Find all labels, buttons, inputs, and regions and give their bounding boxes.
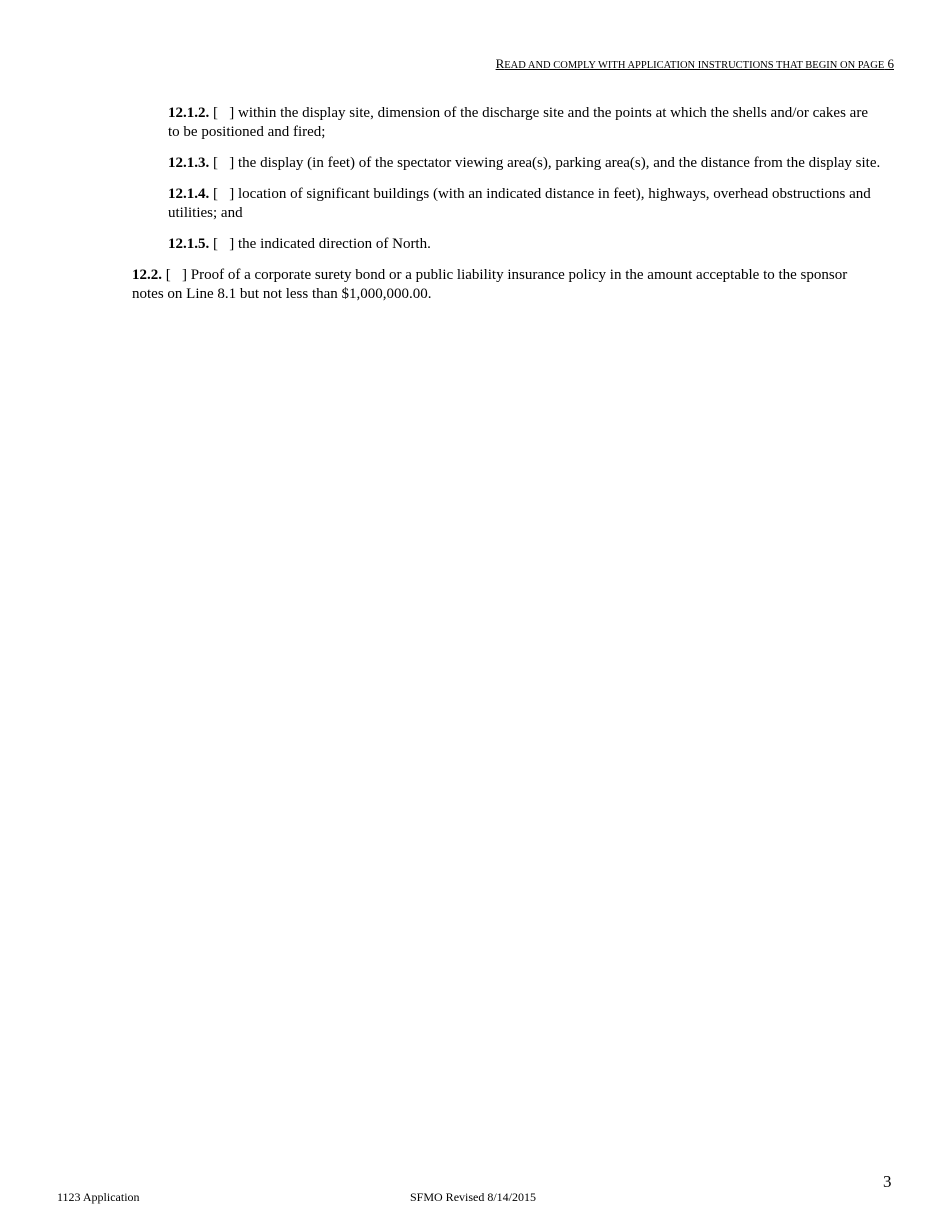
checklist-item-12-1-4 [168,185,882,223]
instructions-note-initial: R [495,56,505,71]
checklist-item-12-1-2 [168,104,882,142]
footer-revision: SFMO Revised 8/14/2015 [410,1190,537,1204]
item-checkbox: [ ] [213,155,235,171]
item-number: 12.2. [132,267,162,283]
item-checkbox: [ ] [213,236,235,252]
item-number: 12.1.4. [168,186,210,202]
checklist-item-12-1-5 [168,235,882,254]
item-text: Proof of a corporate surety bond or a public liability insurance policy in the amount acceptable to the sponsor notes on Line 8.1 but not less than $1,000,000.00. [132,267,848,302]
item-checkbox: [ ] [213,186,235,202]
page-number: 3 [883,1172,892,1191]
checklist-body [132,104,882,316]
instructions-note-text: EAD AND COMPLY WITH APPLICATION INSTRUCTIONS THAT BEGIN ON PAGE [504,60,885,71]
item-number: 12.1.5. [168,236,210,252]
item-text: the indicated direction of North. [238,236,431,252]
item-checkbox: [ ] [165,267,187,283]
checklist-item-12-2 [132,266,882,304]
item-text: the display (in feet) of the spectator viewing area(s), parking area(s), and the distance from the display site. [238,155,881,171]
footer-form-name: 1123 Application [57,1190,140,1204]
item-number: 12.1.2. [168,105,210,121]
item-checkbox: [ ] [213,105,235,121]
instructions-reference-note [496,56,894,72]
checklist-item-12-1-3 [168,154,882,173]
instructions-note-page: 6 [887,56,894,71]
item-text: location of significant buildings (with an indicated distance in feet), highways, overhead obstructions and utilities; and [168,186,871,221]
item-text: within the display site, dimension of the discharge site and the points at which the shells and/or cakes are to be positioned and fired; [168,105,868,140]
item-number: 12.1.3. [168,155,210,171]
